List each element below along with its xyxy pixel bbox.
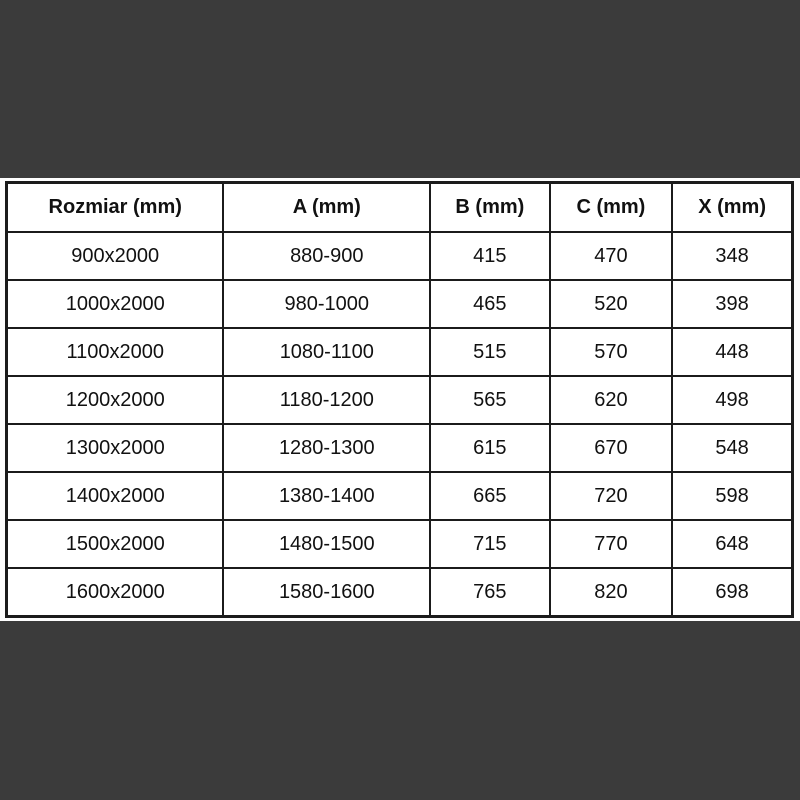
table-cell: 880-900 (223, 232, 430, 280)
table-cell: 1000x2000 (7, 280, 224, 328)
table-cell: 648 (672, 520, 792, 568)
table-header-row (7, 183, 793, 233)
table-cell: 770 (550, 520, 673, 568)
table-cell: 515 (430, 328, 549, 376)
table-panel (0, 178, 800, 621)
header-cell: C (mm) (550, 183, 673, 233)
table-cell: 470 (550, 232, 673, 280)
header-cell: B (mm) (430, 183, 549, 233)
table-row (7, 280, 793, 328)
table-cell: 448 (672, 328, 792, 376)
header-cell: Rozmiar (mm) (7, 183, 224, 233)
table-cell: 1200x2000 (7, 376, 224, 424)
table-row (7, 376, 793, 424)
table-cell: 665 (430, 472, 549, 520)
table-cell: 715 (430, 520, 549, 568)
table-row (7, 520, 793, 568)
table-cell: 498 (672, 376, 792, 424)
table-cell: 1180-1200 (223, 376, 430, 424)
table-cell: 698 (672, 568, 792, 617)
table-cell: 1580-1600 (223, 568, 430, 617)
table-cell: 415 (430, 232, 549, 280)
table-cell: 1500x2000 (7, 520, 224, 568)
table-cell: 1300x2000 (7, 424, 224, 472)
table-cell: 398 (672, 280, 792, 328)
table-cell: 565 (430, 376, 549, 424)
table-cell: 570 (550, 328, 673, 376)
table-row (7, 424, 793, 472)
table-cell: 720 (550, 472, 673, 520)
table-cell: 620 (550, 376, 673, 424)
table-cell: 980-1000 (223, 280, 430, 328)
table-cell: 1600x2000 (7, 568, 224, 617)
table-cell: 598 (672, 472, 792, 520)
header-cell: X (mm) (672, 183, 792, 233)
table-cell: 520 (550, 280, 673, 328)
table-cell: 1280-1300 (223, 424, 430, 472)
table-cell: 465 (430, 280, 549, 328)
table-row (7, 232, 793, 280)
table-cell: 820 (550, 568, 673, 617)
size-spec-table (5, 181, 794, 618)
table-row (7, 328, 793, 376)
table-head (7, 183, 793, 233)
table-cell: 1100x2000 (7, 328, 224, 376)
table-cell: 1400x2000 (7, 472, 224, 520)
table-cell: 900x2000 (7, 232, 224, 280)
table-row (7, 472, 793, 520)
table-cell: 348 (672, 232, 792, 280)
table-cell: 670 (550, 424, 673, 472)
table-cell: 1380-1400 (223, 472, 430, 520)
header-cell: A (mm) (223, 183, 430, 233)
table-body (7, 232, 793, 617)
table-cell: 1080-1100 (223, 328, 430, 376)
table-cell: 615 (430, 424, 549, 472)
table-cell: 1480-1500 (223, 520, 430, 568)
table-row (7, 568, 793, 617)
table-cell: 548 (672, 424, 792, 472)
table-cell: 765 (430, 568, 549, 617)
